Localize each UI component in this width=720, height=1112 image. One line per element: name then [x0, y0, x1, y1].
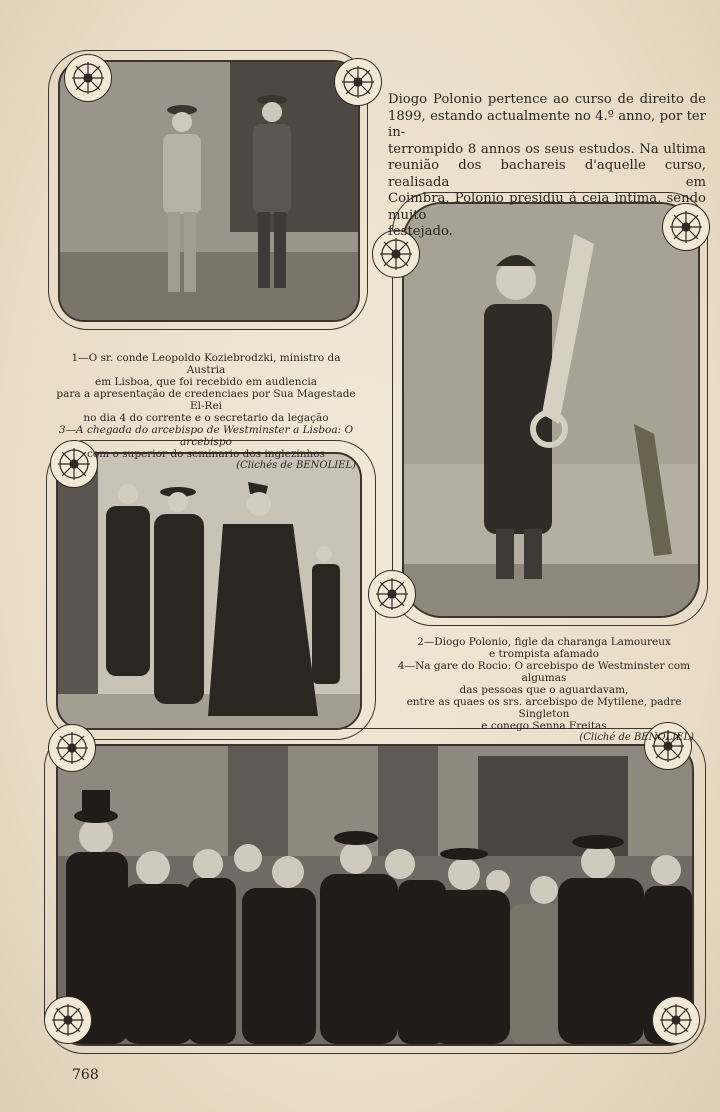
photo-3-figures — [58, 454, 360, 728]
article-line: 1899, estando actualmente no 4.º anno, por ter in- — [388, 108, 706, 140]
photo-gare-do-rocio — [56, 744, 694, 1046]
caption-line: 4—Na gare do Rocio: O arcebispo de Westminster com algumas — [397, 660, 691, 684]
caption-line: e trompista afamado — [488, 648, 600, 660]
article-line: reunião dos bachareis d'aquelle curso, realisada em — [388, 158, 706, 190]
rosette-icon — [652, 996, 700, 1044]
rosette-icon — [44, 996, 92, 1044]
rosette-icon — [64, 54, 112, 102]
photo-2-figure — [404, 204, 698, 616]
rosette-icon — [368, 570, 416, 618]
caption-line: em Lisboa, que foi recebido em audiencia — [94, 376, 318, 388]
caption-line: das pessoas que o aguardavam, — [459, 684, 629, 696]
rosette-icon — [48, 724, 96, 772]
page-number: 768 — [72, 1067, 99, 1083]
caption-line: no dia 4 do corrente e o secretario da legação — [83, 412, 329, 424]
caption-line: e conego Senna Freitas — [481, 720, 607, 732]
rosette-icon — [334, 58, 382, 106]
caption-photos-1-3 — [56, 352, 356, 472]
caption-line: 3—A chegada do arcebispo de Westminster a Lisboa: O arcebispo — [58, 424, 354, 448]
photo-1-figures — [60, 62, 358, 320]
photo-credit: (Clichés de BENOLIEL) — [236, 460, 356, 471]
article-line: terrompido 8 annos os seus estudos. Na ultima — [388, 141, 706, 157]
article-line: festejado. — [388, 224, 453, 239]
caption-line: para a apresentação de credenciaes por Sua Magestade El-Rei — [56, 388, 356, 412]
photo-diogo-polonio — [402, 202, 700, 618]
caption-photos-2-4 — [394, 636, 694, 744]
caption-line: com o superior do seminario dos inglezinhos — [87, 448, 325, 460]
article-line: Diogo Polonio pertence ao curso de direito de — [388, 92, 706, 107]
caption-line: entre as quaes os srs. arcebispo de Mytilene, padre Singleton — [406, 696, 682, 720]
caption-line: 1—O sr. conde Leopoldo Koziebrodzki, ministro da Austria — [71, 352, 341, 376]
article-line: Coimbra, Polonio presidiu á ceia intima, sendo muito — [388, 191, 706, 223]
caption-line: 2—Diogo Polonio, figle da charanga Lamoureux — [417, 636, 671, 648]
article-paragraph — [388, 92, 706, 241]
photo-4-group — [58, 746, 692, 1044]
photo-count-koziebrodzki — [58, 60, 360, 322]
photo-archbishop-westminster — [56, 452, 362, 730]
photo-credit: (Cliché de BENOLIEL) — [579, 732, 694, 743]
